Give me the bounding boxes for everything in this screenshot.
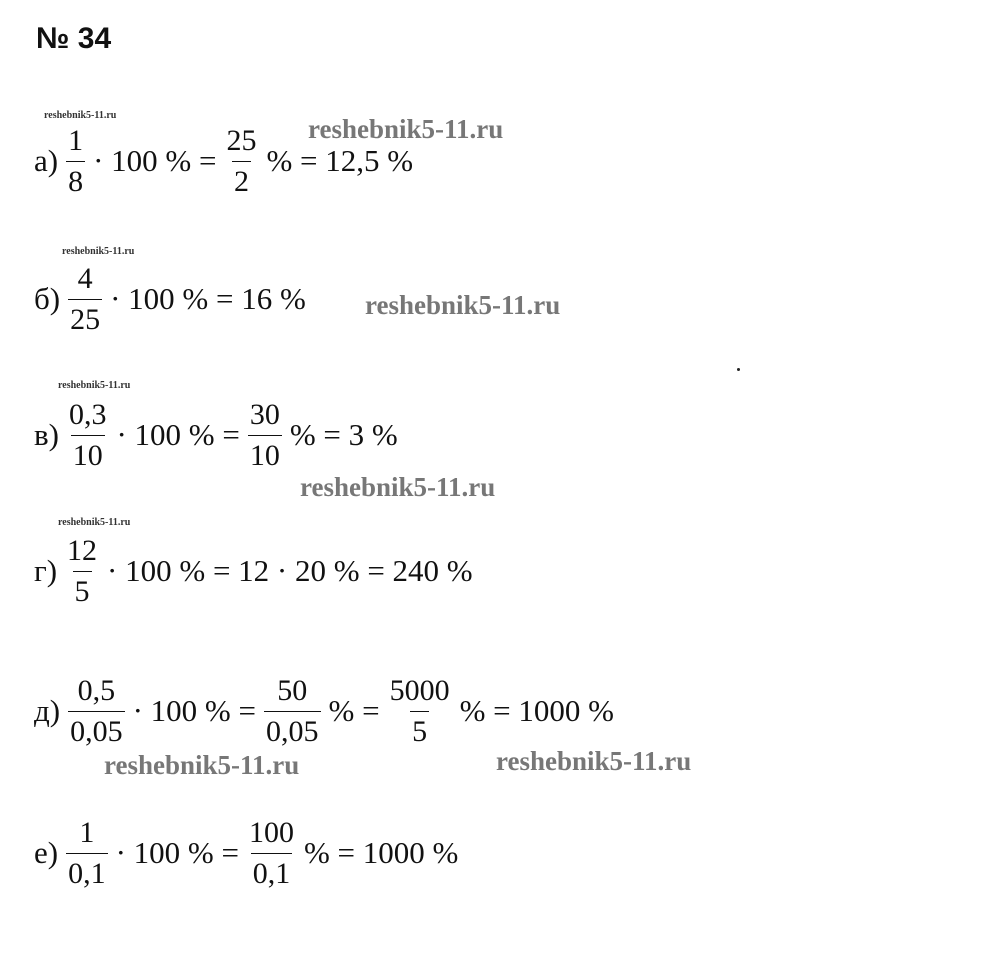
expression-text: · 100 % = 12 · 20 % = 240 % — [107, 553, 473, 588]
equation-a — [34, 126, 413, 196]
item-label: а) — [34, 143, 59, 178]
item-label: б) — [34, 281, 61, 316]
expression-text: % = — [328, 693, 380, 728]
item-label: г) — [34, 553, 58, 588]
expression-text: · 100 % = — [93, 143, 217, 178]
fraction: $\frac{30}{10}$ — [249, 398, 280, 472]
expression-text: · 100 % = — [116, 417, 240, 452]
watermark-small: reshebnik5-11.ru — [58, 517, 131, 528]
equation-v — [34, 400, 398, 470]
fraction: $\frac{1}{0,1}$ — [68, 816, 106, 890]
watermark-small: reshebnik5-11.ru — [62, 246, 135, 257]
equation-e — [34, 818, 458, 888]
fraction: $\frac{0,3}{10}$ — [68, 398, 107, 472]
fraction: $\frac{50}{0,05}$ — [266, 674, 319, 748]
fraction: $\frac{1}{8}$ — [68, 124, 84, 198]
fraction: $\frac{0,5}{0,05}$ — [70, 674, 123, 748]
item-label: в) — [34, 417, 59, 452]
watermark-big: reshebnik5-11.ru — [365, 290, 561, 320]
watermark-small: reshebnik5-11.ru — [58, 380, 131, 391]
fraction: $\frac{12}{5}$ — [67, 534, 98, 608]
watermark-big: reshebnik5-11.ru — [300, 472, 496, 502]
equation-g — [34, 536, 473, 606]
watermark-big: reshebnik5-11.ru — [104, 750, 300, 780]
expression-text: % = 3 % — [289, 417, 398, 452]
watermark-big: reshebnik5-11.ru — [496, 746, 692, 776]
equation-d — [34, 676, 614, 746]
fraction: $\frac{25}{2}$ — [226, 124, 257, 198]
fraction: $\frac{100}{0,1}$ — [248, 816, 294, 890]
expression-text: · 100 % = — [115, 835, 239, 870]
exercise-number: № 34 — [36, 22, 112, 55]
expression-text: % = 1000 % — [459, 693, 614, 728]
watermark-big: reshebnik5-11.ru — [308, 114, 504, 144]
equation-b — [34, 264, 306, 334]
expression-text: % = 1000 % — [303, 835, 459, 870]
item-label: д) — [34, 693, 61, 728]
expression-text: · 100 % = — [132, 693, 256, 728]
expression-text: · 100 % = 16 % — [110, 281, 306, 316]
watermark-small: reshebnik5-11.ru — [44, 110, 117, 121]
item-label: е) — [34, 835, 59, 870]
stray-dot — [737, 368, 740, 371]
expression-text: % = 12,5 % — [266, 143, 414, 178]
fraction: $\frac{4}{25}$ — [70, 262, 101, 336]
fraction: $\frac{5000}{5}$ — [389, 674, 450, 748]
